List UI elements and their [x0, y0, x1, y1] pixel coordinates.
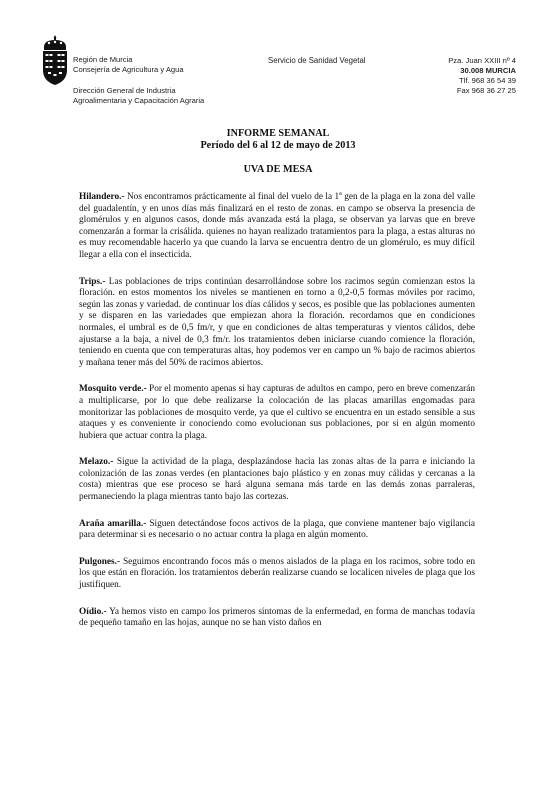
section-text: Por el momento apenas si hay capturas de adultos en campo, pero en breve comenzarán a multiplicarse, por lo que debe realizarse la colocación de las placas amarillas engomadas para monitorizar las poblaciones de mosquito verde, ya que el cultivo se encuentra en un estado sensible a sus ataques y es conveniente ir conociendo como evolucionan sus poblaciones, por si en algún momento hubiera que actuar contra la plaga. [79, 384, 475, 441]
section-mosquito-verde [79, 384, 475, 442]
section-heading: Oídio.- [79, 606, 107, 617]
section-text: gen de la plaga en la zona del valle del guadalentín, y en unos días más finalizará en el resto de zonas. en campo se observa la presencia de glomérulos y en algunos casos, donde más avanzada está la plaga, se observan ya larvas que en breve comenzarán a formar la crisálida. quienes no hayan realizado tratamientos para la plaga, a estas alturas no es muy recomendable hacerlo ya que cuando la larva se encuentra dentro de un glomérulo, es muy difícil llegar a ella con el insecticida. [79, 192, 475, 260]
crop-heading: UVA DE MESA [243, 164, 313, 175]
section-text: Siguen detectándose focos activos de la plaga, que conviene mantener bajo vigilancia para determinar si es necesario o no actuar contra la plaga en algún momento. [79, 518, 475, 541]
section-text-start: Nos encontramos prácticamente al final del vuelo de la 1 [124, 192, 340, 202]
section-oidio [79, 607, 475, 630]
report-title: INFORME SEMANAL [226, 128, 330, 139]
report-title-block [0, 128, 556, 152]
section-pulgones [79, 557, 475, 592]
dept-line-1: Dirección General de Industria [73, 86, 176, 95]
section-heading: Araña amarilla.- [79, 518, 147, 529]
report-period: Período del 6 al 12 de mayo de 2013 [200, 140, 356, 151]
address-block [448, 56, 516, 96]
section-heading: Pulgones.- [79, 556, 121, 567]
section-text: Las poblaciones de trips continúan desarrollándose sobre los racimos según comienzan estos la floración. en estos momentos los niveles se mantienen en torno a 0,2-0,5 formas móviles por racimo, según las zonas y variedad. de continuar los días cálidos y secos, es posible que las poblaciones aumenten y se disparen en las variedades que empiezan ahora la floración. recordamos que en condiciones normales, el umbral es de 0,5 fm/r, y que en condiciones de altas temperaturas y vientos cálidos, debe ajustarse a la baja, a nivel de 0,3 fm/r. los tratamientos deben iniciarse cuando comience la floración, teniendo en cuenta que con temperaturas altas, hoy podemos ver en campo un % bajo de racimos abiertos y mañana tener más del 50% de racimos abiertos. [79, 276, 475, 368]
section-text: Ya hemos visto en campo los primeros síntomas de la enfermedad, en forma de manchas todavía de pequeño tamaño en las hojas, aunque no se han visto daños en [79, 606, 475, 629]
section-hilandero [79, 192, 475, 262]
address-street: Pza. Juan XXIII nº 4 [448, 56, 516, 65]
section-text: Seguimos encontrando focos más o menos aislados de la plaga en los racimos, sobre todo en los que están en floración. los tratamientos deberán realizarse cuando se localicen niveles de plaga que los justifiquen. [79, 556, 475, 591]
section-heading: Mosquito verde.- [79, 384, 147, 395]
department-block [73, 86, 204, 106]
dept-line-2: Agroalimentaria y Capacitación Agraria [73, 96, 205, 105]
organization-block [73, 55, 184, 75]
report-body [79, 192, 475, 645]
address-city: 30.008 MURCIA [460, 66, 516, 75]
section-heading: Trips.- [79, 276, 106, 287]
org-line-ministry: Consejería de Agricultura y Agua [73, 65, 184, 74]
section-trips [79, 277, 475, 370]
section-arana-amarilla [79, 519, 475, 542]
section-text: Sigue la actividad de la plaga, desplazándose hacia las zonas altas de la parra e iniciando la colonización de las zonas verdes (en plantaciones bajo plástico y en zonas muy cálidas y cercanas a la costa) mientras que ese proceso se hará alguna semana más tarde en las demás zonas parraleras, permaneciendo la plaga mientras tanto bajo las cortezas. [79, 457, 475, 503]
org-line-region: Región de Murcia [73, 55, 133, 64]
ordinal-superscript: a [339, 190, 342, 197]
section-heading: Melazo.- [79, 457, 114, 468]
region-coat-of-arms-icon [40, 34, 70, 86]
section-melazo [79, 457, 475, 503]
service-name: Servicio de Sanidad Vegetal [268, 56, 366, 65]
section-heading: Hilandero.- [79, 192, 125, 202]
address-fax: Fax 968 36 27 25 [456, 86, 516, 95]
address-phone: Tlf. 968 36 54 39 [459, 76, 516, 85]
